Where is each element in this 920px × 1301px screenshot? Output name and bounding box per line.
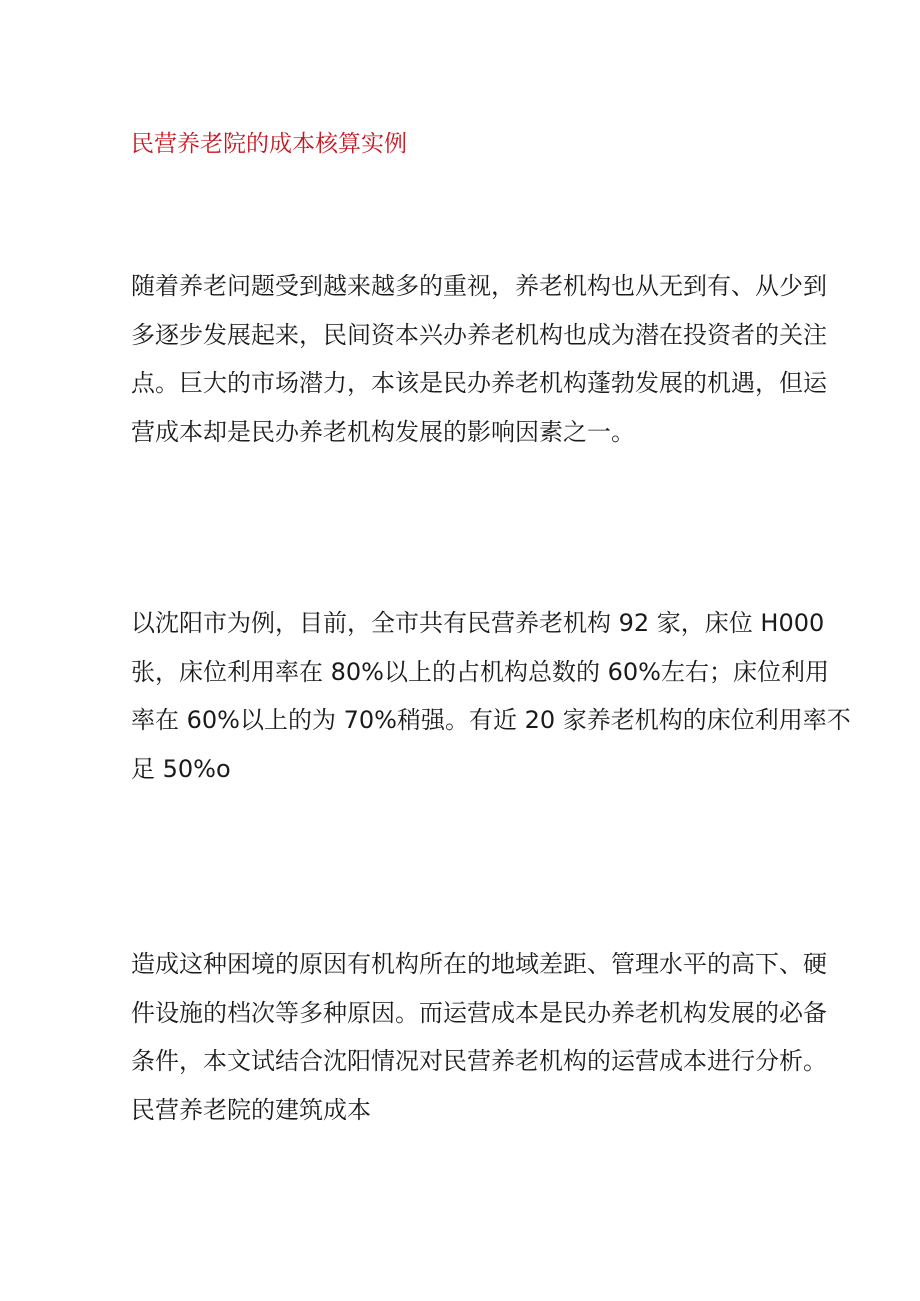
paragraph-line: 点。巨大的市场潜力，本该是民办养老机构蓬勃发展的机遇，但运 xyxy=(131,369,827,397)
paragraph-line: 随着养老问题受到越来越多的重视，养老机构也从无到有、从少到 xyxy=(131,272,827,300)
paragraph-line: 张，床位利用率在 80%以上的占机构总数的 60%左右；床位利用 xyxy=(131,657,829,686)
paragraph-line: 件设施的档次等多种原因。而运营成本是民办养老机构发展的必备 xyxy=(131,998,827,1027)
paragraph-intro xyxy=(131,262,827,456)
document-title: 民营养老院的成本核算实例 xyxy=(131,131,407,157)
paragraph-line: 条件，本文试结合沈阳情况对民营养老机构的运营成本进行分析。 xyxy=(131,1047,827,1075)
paragraph-line: 营成本却是民办养老机构发展的影响因素之一。 xyxy=(131,417,635,446)
paragraph-line: 造成这种困境的原因有机构所在的地域差距、管理水平的高下、硬 xyxy=(131,950,827,978)
paragraph-line: 以沈阳市为例，目前，全市共有民营养老机构 92 家，床位 H000 xyxy=(131,609,825,637)
paragraph-line: 民营养老院的建筑成本 xyxy=(131,1095,371,1124)
paragraph-shenyang-example xyxy=(131,599,851,793)
paragraph-line: 足 50%o xyxy=(131,754,231,783)
paragraph-line: 率在 60%以上的为 70%稍强。有近 20 家养老机构的床位利用率不 xyxy=(131,706,851,734)
paragraph-causes xyxy=(131,940,827,1134)
paragraph-line: 多逐步发展起来，民间资本兴办养老机构也成为潜在投资者的关注 xyxy=(131,320,827,349)
